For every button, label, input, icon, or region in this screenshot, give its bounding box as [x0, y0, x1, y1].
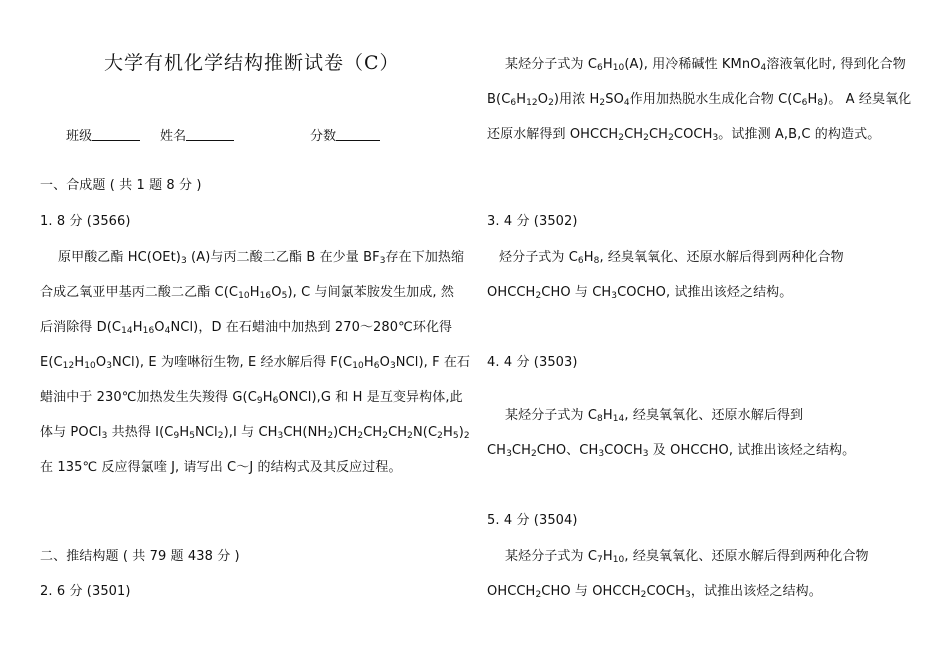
question-3-heading: 3. 4 分 (3502): [487, 214, 578, 229]
section-heading-synthesis: 一、合成题 ( 共 1 题 8 分 ): [40, 178, 202, 193]
question-1-line-3: 后消除得 $D(C_{14}H_{16}O_4NCl)$，D 在石蜡油中加热到 270～280℃环化得: [40, 320, 453, 336]
section-heading-structure: 二、推结构题 ( 共 79 题 438 分 ): [40, 549, 240, 564]
question-1-line-4: $E(C_{12}H_{10}O_3NCl)$, E 为喹啉衍生物, E 经水解后得 $F(C_{10}H_6O_3NCl)$, F 在石: [40, 355, 471, 371]
class-blank[interactable]: [92, 126, 140, 141]
question-5-line-1: 某烃分子式为 $C_7H_{10}$, 经臭氧氧化、还原水解后得到两种化合物: [505, 549, 869, 565]
question-5-line-2: $OHCCH_2CHO$ 与 $OHCCH_2COCH_3$，试推出该烃之结构。: [487, 584, 822, 600]
page-title: 大学有机化学结构推断试卷（C）: [104, 52, 400, 74]
score-label: 分数: [310, 129, 337, 144]
question-1-line-5: 蜡油中于 230℃加热发生失羧得 $G(C_9H_6ONCl),G$ 和 H 是互变异构体,此: [40, 390, 463, 406]
question-4-line-2: $CH_3CH_2CHO$、$CH_3COCH_3$ 及 OHCCHO, 试推出该烃之结构。: [487, 443, 856, 459]
question-3-line-2: $OHCCH_2CHO$ 与 $CH_3COCHO$, 试推出该烃之结构。: [487, 285, 793, 301]
question-1-line-1: 原甲酸乙酯 $HC(OEt)_3$ (A)与丙二酸二乙酯 B 在少量 $BF_3$存在下加热缩: [58, 250, 465, 266]
question-2-heading: 2. 6 分 (3501): [40, 584, 131, 599]
question-2-line-2: $B(C_6H_{12}O_2)$用浓 $H_2SO_4$作用加热脱水生成化合物 $C(C_6H_8)$。 A 经臭氧化: [487, 92, 912, 108]
score-field[interactable]: [310, 126, 380, 146]
question-1-line-7: 在 135℃ 反应得氯喹 J, 请写出 C～J 的结构式及其反应过程。: [40, 460, 402, 475]
class-field[interactable]: [66, 126, 140, 146]
name-blank[interactable]: [186, 126, 234, 141]
question-1-line-6: 体与 POCl$_3$ 共热得 $I(C_9H_5NCl_2),I$ 与 $CH_3CH(NH_2)CH_2CH_2CH_2N(C_2H_5)_2$: [40, 425, 470, 441]
question-2-line-1: 某烃分子式为 $C_6H_{10}(A)$, 用冷稀碱性 KMnO$_4$溶液氧化时, 得到化合物: [505, 57, 906, 73]
question-4-heading: 4. 4 分 (3503): [487, 355, 578, 370]
question-2-line-3: 还原水解得到 $OHCCH_2CH_2CH_2COCH_3$。试推测 A,B,C 的构造式。: [487, 127, 881, 143]
name-label: 姓名: [160, 129, 187, 144]
class-label: 班级: [66, 129, 93, 144]
question-4-line-1: 某烃分子式为 $C_8H_{14}$, 经臭氧氧化、还原水解后得到: [505, 408, 804, 424]
question-3-line-1: 烃分子式为 $C_6H_8$, 经臭氧氧化、还原水解后得到两种化合物: [499, 250, 844, 266]
question-1-line-2: 合成乙氧亚甲基丙二酸二乙酯 $C(C_{10}H_{16}O_5)$, C 与间氯苯胺发生加成, 然: [40, 285, 454, 301]
question-5-heading: 5. 4 分 (3504): [487, 513, 578, 528]
score-blank[interactable]: [336, 126, 380, 141]
name-field[interactable]: [160, 126, 234, 146]
question-1-heading: 1. 8 分 (3566): [40, 214, 131, 229]
